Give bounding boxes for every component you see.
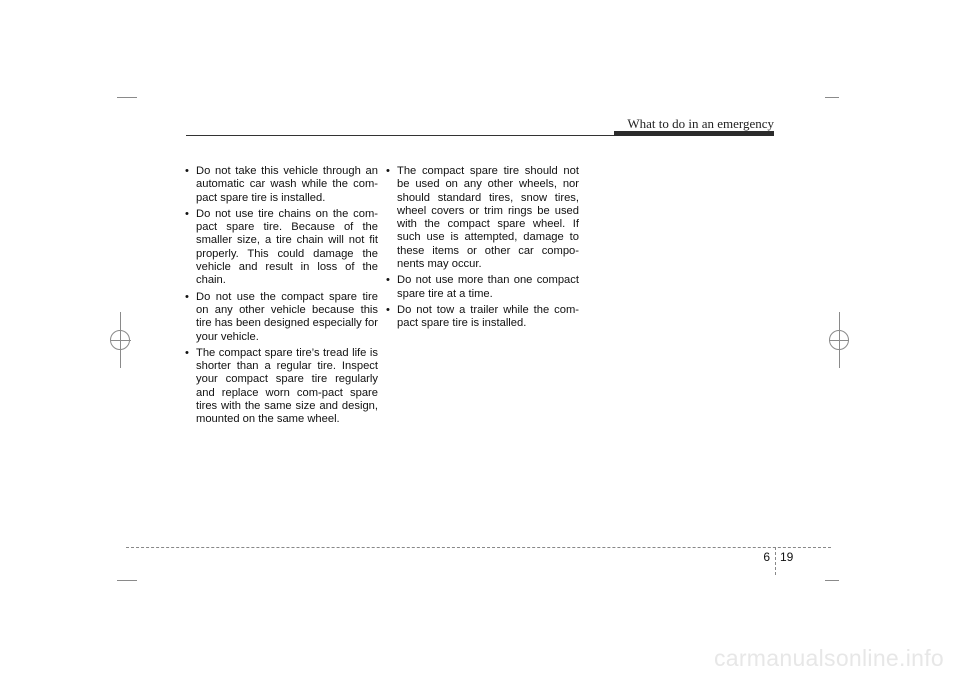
list-item-text: Do not take this vehicle through an automatic car wash while the com-pact spare tire is installed. [196, 165, 378, 204]
list-item-text: Do not tow a trailer while the com-pact spare tire is installed. [397, 303, 579, 330]
list-item [182, 291, 378, 344]
list-item-text: Do not use tire chains on the com-pact spare tire. Because of the smaller size, a tire chain will not fit properly. This could damage the vehicle and result in loss of the chain. [196, 207, 378, 287]
crop-mark-top-right [825, 97, 839, 98]
list-item-text: Do not use more than one compact spare tire at a time. [397, 274, 579, 300]
page-number: 19 [780, 550, 794, 564]
registration-mark-left-circle [110, 330, 130, 350]
section-title: What to do in an emergency [627, 116, 774, 131]
watermark: carmanualsonline.info [713, 645, 944, 671]
footer-divider [775, 547, 776, 575]
bullet-icon: • [386, 303, 390, 316]
list-item-text: The compact spare tire’s tread life is shorter than a regular tire. Inspect your compact spare tire regularly and replace worn com-pact spare tires with the same size and design, mounted on the same wheel. [196, 346, 378, 426]
list-item [383, 274, 579, 301]
list-item-text: The compact spare tire should not be used on any other wheels, nor should standard tires, snow tires, wheel covers or trim rings be used with the compact spare wheel. If such use is attempted, damage to these items or other car compo-nents may occur. [397, 165, 579, 271]
bullet-icon: • [185, 207, 189, 220]
left-column [182, 165, 378, 430]
right-column [383, 165, 579, 334]
list-item [182, 347, 378, 427]
bullet-icon: • [185, 165, 189, 177]
header-bar [614, 131, 774, 136]
chapter-number: 6 [763, 550, 770, 564]
right-bullet-list [383, 165, 579, 331]
registration-mark-right-circle [829, 330, 849, 350]
list-item-text: Do not use the compact spare tire on any other vehicle because this tire has been designed especially for your vehicle. [196, 290, 378, 343]
list-item [182, 165, 378, 205]
list-item [383, 304, 579, 331]
bullet-icon: • [185, 290, 189, 303]
crop-mark-bottom-right [825, 580, 839, 581]
bullet-icon: • [386, 165, 390, 177]
list-item [182, 208, 378, 288]
left-bullet-list [182, 165, 378, 427]
bullet-icon: • [386, 274, 390, 287]
bullet-icon: • [185, 346, 189, 359]
crop-mark-bottom-left [117, 580, 137, 581]
list-item [383, 165, 579, 271]
footer-rule [126, 547, 831, 548]
crop-mark-top-left [117, 97, 137, 98]
